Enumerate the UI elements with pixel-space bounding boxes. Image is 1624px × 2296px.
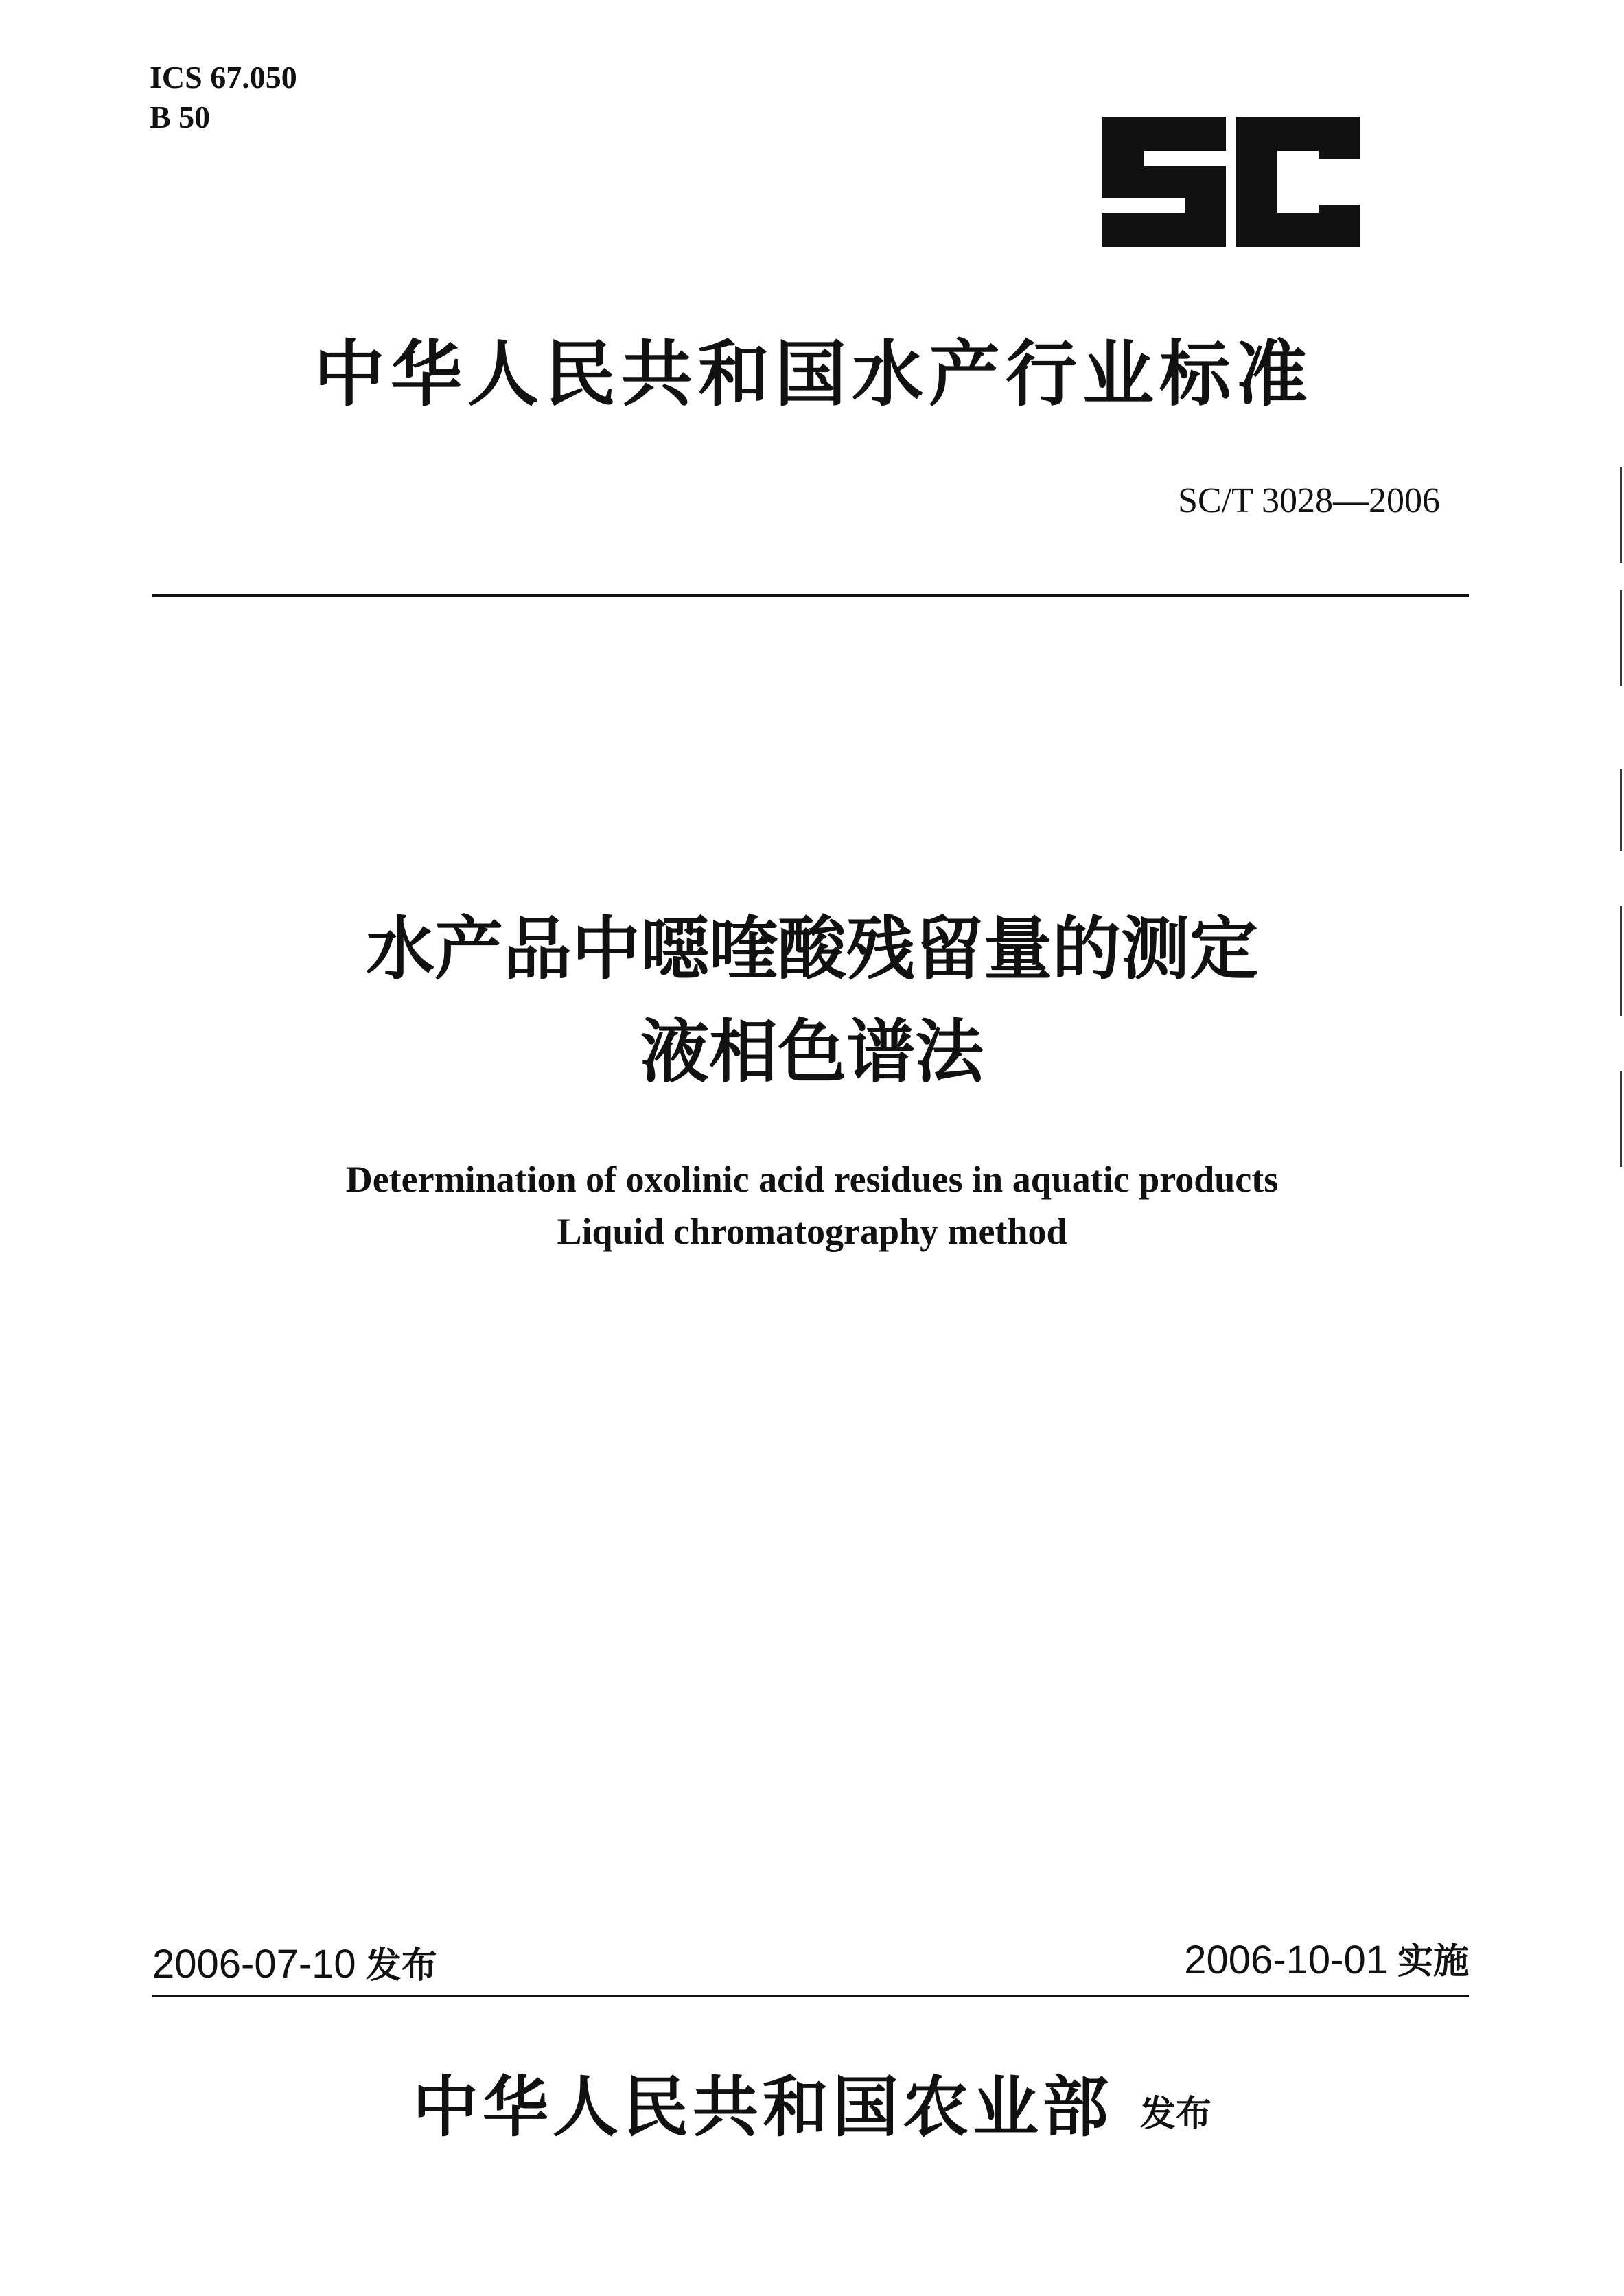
title-english-line2: Liquid chromatography method <box>557 1211 1067 1252</box>
scan-edge-mark <box>1620 906 1622 1016</box>
publisher-line <box>0 2066 1624 2148</box>
scan-edge-mark <box>1620 590 1622 686</box>
implement-label: 实施 <box>1397 1941 1469 1982</box>
publisher-action: 发布 <box>1139 2094 1211 2135</box>
ccs-code: B 50 <box>150 100 211 135</box>
issue-date: 2006-07-10 <box>152 1942 356 1986</box>
title-english <box>0 1153 1624 1257</box>
issue-date-block <box>152 1940 437 1991</box>
standard-number: SC/T 3028—2006 <box>1178 481 1440 520</box>
scan-edge-mark <box>1620 769 1622 851</box>
title-chinese-line2: 液相色谱法 <box>640 1012 984 1092</box>
standard-type-heading: 中华人民共和国水产行业标准 <box>313 332 1313 416</box>
title-english-line1: Determination of oxolinic acid residues in aquatic products <box>345 1159 1279 1200</box>
top-divider <box>152 594 1469 597</box>
title-chinese <box>0 898 1624 1104</box>
publisher-name: 中华人民共和国农业部 <box>412 2068 1113 2146</box>
title-chinese-line1: 水产品中噁喹酸残留量的测定 <box>366 909 1258 989</box>
sc-logo-c <box>1236 117 1360 247</box>
implement-date-block <box>1184 1936 1469 1986</box>
sc-logo-s <box>1102 117 1226 247</box>
scan-edge-mark <box>1620 1071 1622 1167</box>
classification-codes <box>150 58 297 137</box>
scan-edge-mark <box>1620 467 1622 563</box>
implement-date: 2006-10-01 <box>1184 1938 1388 1982</box>
sc-logo <box>1095 117 1360 247</box>
bottom-divider <box>152 1995 1469 1997</box>
ics-code: ICS 67.050 <box>150 60 297 95</box>
issue-label: 发布 <box>365 1945 437 1986</box>
